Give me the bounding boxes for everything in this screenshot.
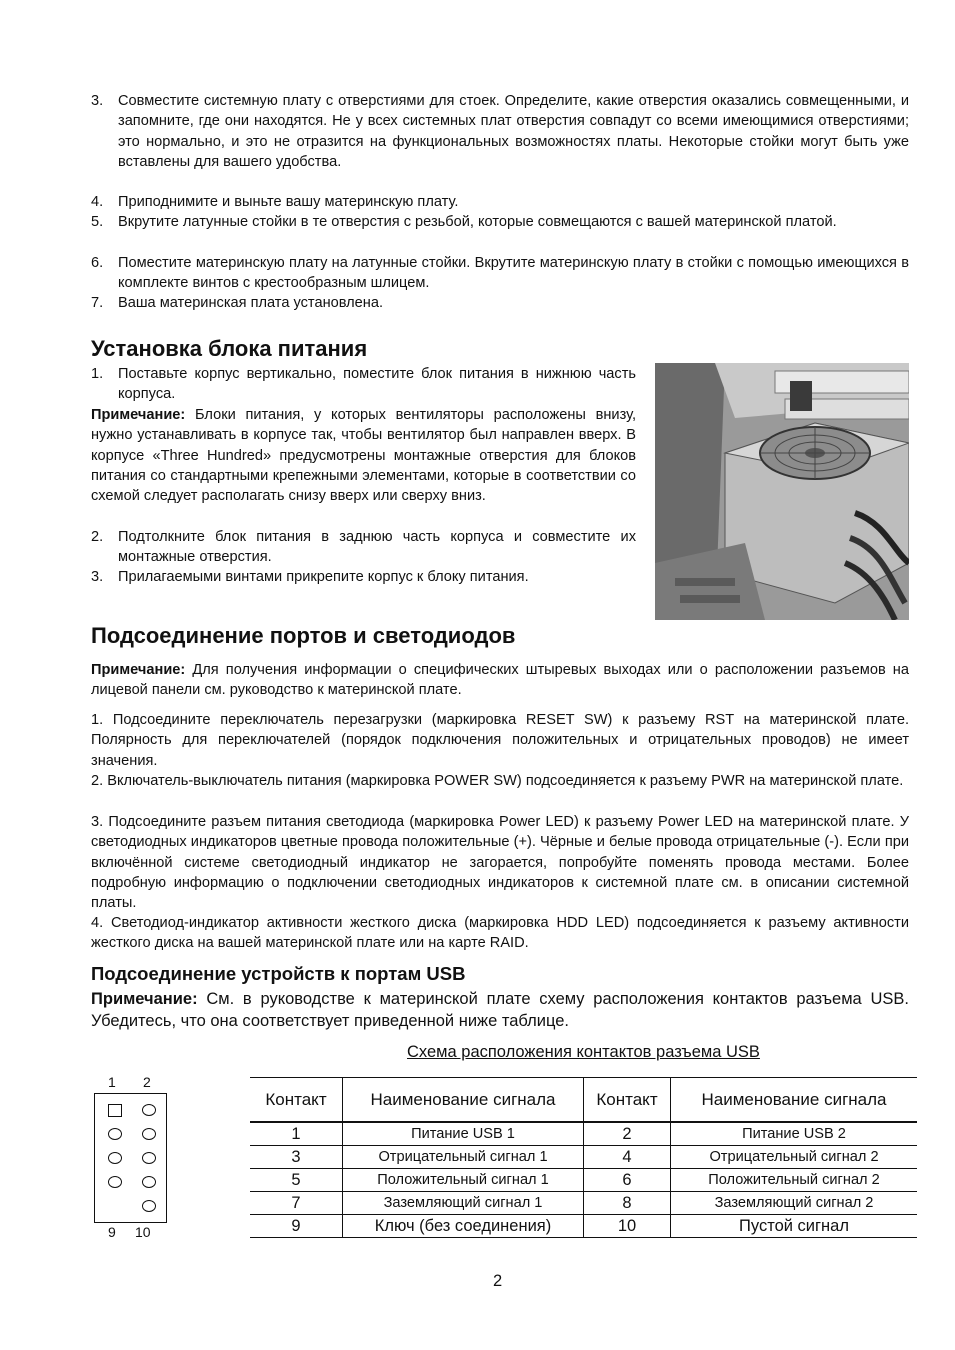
pin-label: 2 [143, 1074, 151, 1090]
table-row [250, 1215, 917, 1238]
pin-hole [142, 1128, 156, 1140]
section-heading: Подсоединение портов и светодиодов [91, 623, 516, 648]
list-number: 1. [91, 366, 104, 382]
note-label: Примечание: [91, 407, 186, 423]
table-cell: Питание USB 1 [343, 1122, 584, 1146]
ports-paragraph-2: 2. Включатель-выключатель питания (маркировка POWER SW) подсоединяется к разъему PWR на материнской плате. [91, 773, 904, 789]
table-cell: 6 [584, 1169, 671, 1192]
pin-label: 10 [135, 1224, 151, 1240]
table-row [250, 1122, 917, 1146]
pin-hole [108, 1128, 122, 1140]
column-header: Контакт [250, 1078, 343, 1123]
table-cell: Отрицательный сигнал 1 [343, 1146, 584, 1169]
pin-hole [142, 1200, 156, 1212]
pin-hole [142, 1176, 156, 1188]
list-text: Подтолкните блок питания в заднюю часть корпуса и совместите их монтажные отверстия. [118, 529, 636, 566]
list-number: 3. [91, 93, 104, 109]
table-cell: 7 [250, 1192, 343, 1215]
section-heading: Установка блока питания [91, 336, 368, 361]
table-header-row [250, 1078, 917, 1123]
ports-paragraph-4: 4. Светодиод-индикатор активности жесткого диска (маркировка HDD LED) подсоединяется к разъему активности жесткого диска на вашей материнской плате или на карте RAID. [91, 915, 909, 952]
psu-photo [655, 363, 909, 620]
table-cell: Положительный сигнал 1 [343, 1169, 584, 1192]
table-row [250, 1192, 917, 1215]
list-number: 7. [91, 295, 104, 311]
usb-pinout-table [250, 1077, 917, 1238]
table-cell: 1 [250, 1122, 343, 1146]
ports-paragraph-3: 3. Подсоедините разъем питания светодиода (маркировка Power LED) к разъему Power LED на материнской плате. У светодиодных индикаторов цветные провода положительные (+). Чёрные и белые провода отрицательные (-). Если при включённой системе светодиодный индикатор не загорается, попробуйте поменять провода местами. Более подробную информацию о подключении светодиодных индикаторов к системной плате см. в описании системной платы. [91, 814, 909, 912]
table-cell: 2 [584, 1122, 671, 1146]
list-number: 6. [91, 255, 104, 271]
table-cell: Пустой сигнал [671, 1215, 918, 1238]
table-cell: 4 [584, 1146, 671, 1169]
table-row [250, 1169, 917, 1192]
table-row [250, 1146, 917, 1169]
column-header: Контакт [584, 1078, 671, 1123]
table-cell: Заземляющий сигнал 2 [671, 1192, 918, 1215]
pin-hole [108, 1152, 122, 1164]
table-cell: 10 [584, 1215, 671, 1238]
list-number: 2. [91, 529, 104, 545]
list-number: 3. [91, 569, 104, 585]
list-number: 5. [91, 214, 104, 230]
list-text: Ваша материнская плата установлена. [118, 295, 384, 311]
list-number: 4. [91, 194, 104, 210]
list-text: Вкрутите латунные стойки в те отверстия с резьбой, которые совмещаются с вашей материнской платой. [118, 214, 837, 230]
table-cell: Питание USB 2 [671, 1122, 918, 1146]
list-text: Совместите системную плату с отверстиями для стоек. Определите, какие отверстия оказались совмещенными, и запомните, где они находятся. Не у всех системных плат отверстия совпадут со всеми имеющимися отверстиями; это нормально, и это не отразится на функциональных возможностях платы. Некоторые стойки могут быть уже вставлены для вашего удобства. [118, 93, 909, 170]
list-text: Прилагаемыми винтами прикрепите корпус к блоку питания. [118, 569, 529, 585]
note-label: Примечание: [91, 990, 198, 1008]
note-label: Примечание: [91, 662, 186, 678]
table-caption: Схема расположения контактов разъема USB [407, 1043, 760, 1061]
list-text: Приподнимите и выньте вашу материнскую плату. [118, 194, 459, 210]
usb-note [91, 988, 909, 1032]
table-cell: 5 [250, 1169, 343, 1192]
pin-hole [142, 1152, 156, 1164]
table-cell: Отрицательный сигнал 2 [671, 1146, 918, 1169]
table-cell: 8 [584, 1192, 671, 1215]
pin-hole [108, 1176, 122, 1188]
subsection-heading: Подсоединение устройств к портам USB [91, 963, 466, 984]
column-header: Наименование сигнала [671, 1078, 918, 1123]
table-cell: Заземляющий сигнал 1 [343, 1192, 584, 1215]
note-text: См. в руководстве к материнской плате схему расположения контактов разъема USB. Убедитесь, что она соответствует приведенной ниже таблице. [91, 990, 909, 1030]
note-text: Блоки питания, у которых вентиляторы расположены внизу, нужно устанавливать в корпусе так, чтобы вентилятор был направлен вверх. В корпусе «Three Hundred» предусмотрены монтажные отверстия для блоков питания со стандартными крепежными элементами, которые в соответствии со схемой следует располагать снизу вверх или сверху вниз. [91, 407, 636, 505]
pin-hole [142, 1104, 156, 1116]
list-text: Поместите материнскую плату на латунные стойки. Вкрутите материнскую плату в стойки с помощью имеющихся в комплекте винтов с крестообразным шлицем. [118, 255, 909, 292]
psu-note [91, 405, 636, 506]
table-cell: 9 [250, 1215, 343, 1238]
ports-note [91, 660, 909, 701]
psu-illustration [655, 363, 909, 620]
pin-label: 1 [108, 1074, 116, 1090]
page-number: 2 [493, 1272, 503, 1290]
pin-label: 9 [108, 1224, 116, 1240]
table-cell: Ключ (без соединения) [343, 1215, 584, 1238]
list-text: Поставьте корпус вертикально, поместите блок питания в нижнюю часть корпуса. [118, 366, 636, 403]
column-header: Наименование сигнала [343, 1078, 584, 1123]
usb-pin-diagram [94, 1093, 167, 1223]
table-cell: Положительный сигнал 2 [671, 1169, 918, 1192]
ports-paragraph-1: 1. Подсоедините переключатель перезагрузки (маркировка RESET SW) к разъему RST на материнской плате. Полярность для переключателей (порядок подключения положительных и отрицательных проводов) не имеет значения. [91, 712, 909, 769]
pin-square [108, 1104, 122, 1117]
table-cell: 3 [250, 1146, 343, 1169]
note-text: Для получения информации о специфических штыревых выходах или о расположении разъемов на лицевой панели см. руководство к материнской плате. [91, 662, 909, 699]
